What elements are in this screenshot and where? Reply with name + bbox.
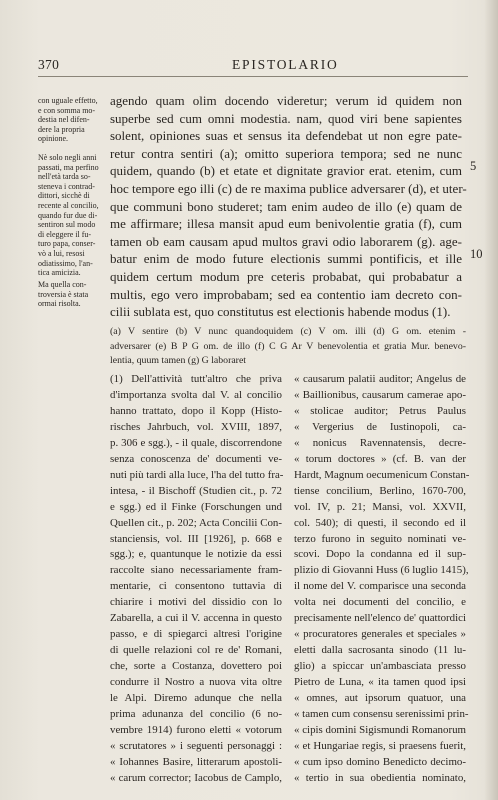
main-text-line: me affirmare; illesa mansit apud eum benivolentie gratia (f), cum	[110, 216, 462, 232]
main-text-line: agendo quam olim docendo videretur; verum id quidem non	[110, 93, 462, 108]
main-text	[110, 92, 467, 321]
margin-note-line: con uguale effetto,	[38, 96, 98, 105]
footnote-line: Pietro de Luna, « ita tamen quod ipsi	[294, 676, 466, 689]
footnote-line: col. 540); di questi, il secondo ed il	[294, 516, 466, 529]
critical-apparatus	[110, 325, 466, 369]
footnote-line: senza conoscenza de' documenti ve-	[110, 452, 282, 465]
footnote-line: stanciensis, vol. III [1926], p. 668 e	[110, 532, 282, 545]
margin-note-line: steneva i contrad-	[38, 181, 95, 191]
margin-note-line: opinione.	[38, 134, 68, 144]
footnote-line: vol. IV, p. 21; Mansi, vol. XXVII,	[294, 500, 466, 513]
footnote-line: condurre il Nostro a nuova vita oltre	[110, 676, 282, 689]
margin-note	[38, 280, 104, 309]
margin-note-line: e con somma mo-	[38, 105, 96, 115]
apparatus-line: adversarer (e) B P G om. de illo (f) C G Ar V benevolentia et gratia Mur. benevo-	[110, 340, 466, 352]
footnote-line: intesa, - il Bischoff (Studien cit., p. 72	[110, 484, 282, 497]
footnote-line: (1) Dell'attività tutt'altro che priva	[110, 373, 282, 385]
footnote-line: sgg.); e, quantunque le notizie da essi	[110, 548, 282, 561]
footnote-line: d'importanza svolta dal V. al concilio	[110, 388, 282, 401]
main-text-line: quidem certum modum pre ceteris probabat, qui probabatur a	[110, 268, 462, 284]
footnote-line: « Vergerius de Iustinopoli, ca-	[294, 420, 466, 433]
footnote-line: vembre 1914) furono eletti « votorum	[110, 723, 282, 736]
footnote-line: « omnes, aut ipsorum quatuor, una	[294, 692, 466, 705]
footnote-line: volta nei documenti del concilio, e	[294, 596, 466, 609]
margin-note-line: sentiron sul modo	[38, 220, 96, 230]
main-text-line: retur contra sentiri (a); omitto superiora tempora; sed ne nunc	[110, 145, 462, 161]
footnote-line: terzo furono in seguito nominati ve-	[294, 532, 466, 545]
footnote-line: nuti più tardi alla luce, l'ha del tutto fra-	[110, 468, 284, 481]
footnote-line: « tamen cum consensu serenissimi prin-	[294, 708, 469, 721]
footnote-line: « scrutatores » i seguenti personaggi :	[110, 739, 282, 752]
main-text-line: solent, opiniones suas et sensus ita defendebat ut non egre pate-	[110, 128, 462, 144]
footnote-line: di quelle relazioni col re de' Romani,	[110, 644, 282, 657]
footnote-right-column	[294, 372, 470, 787]
apparatus-line: lentia, quum tamen (g) G laboraret	[110, 355, 247, 366]
margin-note-line: dere la propria	[38, 124, 85, 134]
footnote-line: « nonicus Ravennatensis, decre-	[294, 436, 466, 449]
margin-note	[38, 153, 104, 278]
footnote-line: precisamente nell'elenco de' quattordici	[294, 612, 466, 625]
footnote-line: tiense concilium, Berlino, 1670-700,	[294, 484, 466, 497]
footnote-line: e sgg.) ed il Finke (Forschungen und	[110, 500, 282, 513]
margin-note	[38, 96, 104, 144]
footnote-line: raccolte siano necessariamente fram-	[110, 564, 282, 577]
margin-note-line: dittori, sicchè di	[38, 191, 90, 201]
margin-note-line: vò a lui, resosi	[38, 248, 85, 258]
footnote-line: Zabarella, a cui il V. accenna in questo	[110, 612, 282, 625]
main-text-line: superbe sed cum omni modestia. nam, quod viri bene sapientes	[110, 110, 462, 126]
footnote-line: « Iohannes Basire, litterarum apostoli-	[110, 755, 282, 768]
footnote-line: prima adunanza del concilio (6 no-	[110, 708, 282, 721]
footnote-line: « Baillionibus, causarum camerae apo-	[294, 388, 466, 401]
main-text-line: tamen ob eam causam apud multos gravi odio laborarem (g). age-	[110, 233, 462, 249]
footnote-line: plizio di Giovanni Huss (6 luglio 1415),	[294, 564, 469, 577]
footnote-line: le Alpi. Diremo adunque che nella	[110, 692, 282, 705]
footnote-left-column	[110, 372, 282, 787]
margin-note-line: nell'età tarda so-	[38, 172, 91, 182]
apparatus-line: (a) V sentire (b) V nunc quandoquidem (c) V om. illi (d) G om. etenim -	[110, 326, 466, 337]
footnote-line: che, sorte a Costanza, dovettero poi	[110, 660, 282, 673]
line-number: 10	[470, 247, 483, 261]
main-text-line: que communi bono studeret; tam enim audeo de illo (e) quam de	[110, 198, 462, 214]
margin-note-line: tica amicizia.	[38, 268, 81, 278]
footnote-line: « stolicae auditor; Petrus Paulus	[294, 404, 466, 417]
footnote-line: mentarie, ci consentono tuttavia di	[110, 580, 282, 593]
footnote-line: eletti dalla sacrosanta sinodo (11 lu-	[294, 644, 466, 657]
main-text-line: cilii sublata est, quo constitutus est electionis habende modus (1).	[110, 304, 451, 320]
page-spine-shadow	[484, 0, 498, 800]
footnote-line: « carum corrector; Iacobus de Camplo,	[110, 771, 282, 784]
footnote-line: « procuratores generales et speciales »	[294, 628, 466, 641]
footnote-line: passo, e di spiegarci altresì l'origine	[110, 628, 282, 641]
margin-note-line: turo papa, conser-	[38, 239, 96, 249]
footnote-line: glio) a spiccar un'ambasciata presso	[294, 660, 466, 673]
header-rule	[38, 76, 468, 77]
main-text-line: batur enim de modo future electionis summi pontificis, et ille	[110, 251, 462, 267]
margin-note-line: troversia è stata	[38, 289, 89, 299]
footnote-line: « tertio in sua obedientia nominato,	[294, 771, 466, 784]
margin-note-line: passati, ma perfino	[38, 162, 99, 172]
footnote-line: il nome del V. comparisce una seconda	[294, 580, 466, 593]
running-head: EPISTOLARIO	[232, 57, 339, 72]
margin-note-line: recente al concilio,	[38, 200, 99, 210]
footnote-line: p. 306 e sgg.), - il quale, discorrendone	[110, 436, 282, 449]
footnote-line: scovi. Dopo la condanna ed il sup-	[294, 548, 466, 561]
footnote-line: « et Hungariae regis, si praesens fuerit,	[294, 739, 466, 752]
footnote-line: hanno trattato, dopo il Kopp (Histo-	[110, 404, 282, 417]
margin-note-line: di eleggere il fu-	[38, 229, 92, 239]
main-text-line: hoc tempore ego illi (c) de re maxima publice adversarer (d), et uter-	[110, 180, 467, 196]
footnote-line: Quellen cit., p. 202; Acta Concilii Con-	[110, 516, 282, 529]
margin-note-line: Nè solo negli anni	[38, 153, 97, 162]
page-number: 370	[38, 57, 60, 72]
main-text-line: multis, ego vero improbabam; sed ea contentio iam decreto con-	[110, 286, 462, 302]
margin-note-line: quando fur due di-	[38, 210, 98, 220]
margin-note-line: ormai risolta.	[38, 299, 81, 309]
footnote-line: « torum doctores » (cf. B. van der	[294, 452, 466, 465]
footnote-line: chiarire i motivi del dissidio con lo	[110, 596, 282, 609]
line-number: 5	[470, 159, 477, 173]
footnote-line: « causarum palatii auditor; Angelus de	[294, 373, 466, 385]
main-text-line: quidem, quando (b) et etate et dignitate gravior erat. etenim, cum	[110, 163, 462, 179]
footnote-line: risches Jahrbuch, vol. XVIII, 1897,	[110, 420, 282, 433]
margin-note-line: Ma quella con-	[38, 280, 87, 289]
margin-note-line: odiatissimo, l'an-	[38, 258, 93, 268]
margin-note-line: destia nel difen-	[38, 115, 90, 125]
footnote-line: « cipis domini Sigismundi Romanorum	[294, 723, 466, 736]
footnote-line: « cum ipso domino Benedicto decimo-	[294, 755, 466, 768]
footnote-line: Hardt, Magnum oecumenicum Constan-	[294, 468, 470, 481]
